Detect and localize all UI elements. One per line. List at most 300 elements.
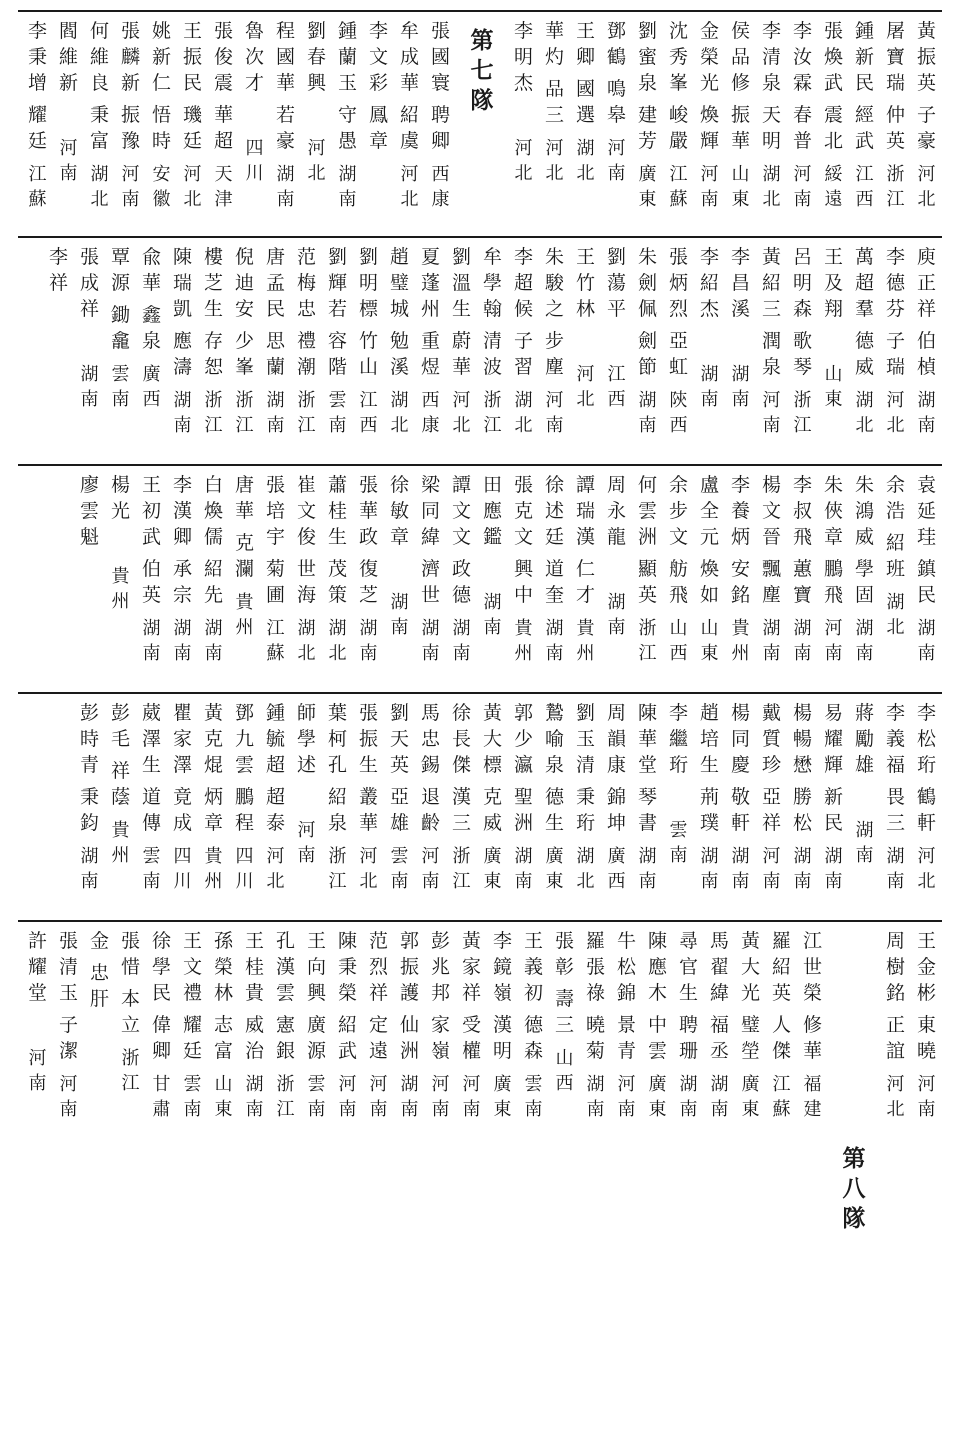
courtesy-group — [830, 328, 836, 354]
courtesy-group — [576, 556, 595, 608]
origin-char: 貴 — [111, 566, 130, 587]
roster-entry[interactable] — [74, 472, 105, 615]
name-char: 李 — [885, 246, 905, 268]
origin-char: 南 — [59, 163, 78, 184]
roster-entry[interactable] — [880, 700, 911, 894]
origin-char: 北 — [576, 163, 595, 184]
courtesy-char: 嶺 — [430, 1040, 450, 1062]
roster-entry[interactable] — [673, 928, 704, 1122]
roster-entry[interactable] — [384, 472, 415, 640]
name-char: 彩 — [368, 72, 388, 94]
roster-entry[interactable] — [477, 244, 508, 438]
courtesy-char: 茂 — [327, 558, 347, 580]
roster-entry[interactable] — [487, 928, 518, 1122]
courtesy-char: 亞 — [761, 786, 781, 808]
roster-entry[interactable] — [446, 700, 477, 894]
name-char: 應 — [647, 956, 667, 978]
courtesy-char: 先 — [203, 584, 223, 606]
courtesy-group — [86, 556, 92, 582]
roster-entry[interactable] — [818, 244, 849, 412]
roster-entry[interactable] — [642, 928, 673, 1122]
courtesy-char: 煥 — [699, 104, 719, 126]
name-char: 李 — [699, 246, 719, 268]
roster-entry[interactable] — [787, 244, 818, 438]
origin-group — [339, 162, 357, 212]
origin-char: 南 — [369, 1099, 388, 1120]
origin-char: 南 — [173, 643, 192, 664]
roster-entry[interactable] — [208, 928, 239, 1122]
roster-entry[interactable] — [632, 700, 663, 894]
name-char: 興 — [306, 72, 326, 94]
roster-entry[interactable] — [539, 244, 570, 438]
roster-entry[interactable] — [787, 700, 818, 894]
roster-entry[interactable] — [384, 700, 415, 894]
origin-char: 湖 — [700, 846, 719, 867]
roster-entry[interactable] — [136, 472, 167, 666]
roster-entry[interactable] — [508, 472, 539, 666]
roster-entry[interactable] — [198, 244, 229, 438]
name-char: 譚 — [451, 474, 471, 496]
roster-entry[interactable] — [105, 244, 136, 412]
name-char: 新 — [151, 46, 171, 68]
origin-group — [205, 388, 223, 438]
roster-entry[interactable] — [84, 18, 115, 212]
roster-entry[interactable] — [146, 928, 177, 1122]
roster-entry[interactable] — [229, 244, 260, 438]
name-char: 徐 — [451, 702, 471, 724]
courtesy-char: 劍 — [637, 330, 657, 352]
roster-entry[interactable] — [694, 472, 725, 666]
name-char: 步 — [668, 500, 688, 522]
name-char: 鶴 — [606, 46, 626, 68]
roster-entry[interactable] — [270, 18, 301, 212]
roster-entry[interactable] — [849, 472, 880, 666]
name-char: 孫 — [213, 930, 233, 952]
roster-entry[interactable] — [291, 700, 322, 868]
origin-char: 川 — [173, 871, 192, 892]
roster-entry[interactable] — [818, 18, 849, 212]
courtesy-char: 守 — [337, 104, 357, 126]
roster-entry[interactable] — [570, 472, 601, 666]
name-group — [111, 700, 130, 752]
roster-entry[interactable] — [911, 18, 942, 212]
roster-entry[interactable] — [797, 928, 828, 1122]
origin-group — [525, 1072, 543, 1122]
name-char: 生 — [678, 982, 698, 1004]
name-char: 袁 — [916, 474, 936, 496]
name-char: 泉 — [761, 72, 781, 94]
name-group — [824, 700, 843, 778]
block-divider — [18, 236, 942, 238]
roster-entry[interactable] — [508, 700, 539, 894]
courtesy-char: 興 — [513, 558, 533, 580]
courtesy-char: 華 — [213, 104, 233, 126]
roster-entry[interactable] — [725, 472, 756, 666]
courtesy-group — [421, 328, 440, 380]
origin-char: 湖 — [824, 846, 843, 867]
courtesy-char: 仙 — [399, 1014, 419, 1036]
courtesy-group — [824, 102, 843, 154]
courtesy-char: 廷 — [182, 130, 202, 152]
name-char: 州 — [420, 298, 440, 320]
courtesy-char: 道 — [141, 786, 161, 808]
courtesy-char: 潔 — [58, 1040, 78, 1062]
roster-entry[interactable] — [384, 244, 415, 438]
roster-entry[interactable] — [332, 18, 363, 212]
origin-char: 北 — [917, 871, 936, 892]
courtesy-group — [307, 1012, 326, 1064]
name-char: 養 — [730, 500, 750, 522]
roster-entry[interactable] — [22, 18, 53, 212]
roster-entry[interactable] — [518, 928, 549, 1122]
name-char: 紹 — [771, 956, 791, 978]
roster-entry[interactable] — [270, 928, 301, 1122]
name-char: 懋 — [792, 754, 812, 776]
origin-char: 北 — [576, 389, 595, 410]
courtesy-group — [607, 76, 626, 128]
roster-entry[interactable] — [332, 928, 363, 1122]
roster-entry[interactable] — [177, 18, 208, 212]
name-char: 雄 — [854, 754, 874, 776]
roster-entry[interactable] — [53, 928, 84, 1122]
blank-char — [97, 1020, 103, 1045]
courtesy-char: 家 — [430, 1014, 450, 1036]
roster-entry[interactable] — [601, 472, 632, 640]
roster-entry[interactable] — [611, 928, 642, 1122]
roster-entry[interactable] — [880, 472, 911, 640]
origin-group — [773, 1072, 791, 1122]
origin-group — [742, 1072, 760, 1122]
origin-group — [453, 388, 471, 438]
roster-entry[interactable] — [84, 928, 115, 1045]
roster-entry[interactable] — [601, 700, 632, 894]
roster-entry[interactable] — [601, 18, 632, 186]
roster-entry[interactable] — [229, 700, 260, 894]
name-group — [700, 700, 719, 778]
roster-entry[interactable] — [632, 244, 663, 438]
name-group — [359, 244, 378, 322]
roster-entry[interactable] — [694, 244, 725, 412]
courtesy-group — [204, 328, 223, 380]
roster-entry[interactable] — [198, 700, 229, 894]
origin-group — [391, 388, 409, 438]
name-char: 祥 — [79, 298, 99, 320]
roster-entry[interactable] — [322, 244, 353, 438]
roster-entry[interactable] — [756, 18, 787, 212]
name-group — [90, 928, 109, 954]
roster-entry[interactable] — [260, 700, 291, 894]
roster-entry[interactable] — [539, 472, 570, 666]
name-columns — [18, 18, 942, 212]
name-char: 鷙 — [544, 702, 564, 724]
roster-entry[interactable] — [425, 928, 456, 1122]
origin-char: 河 — [452, 390, 471, 411]
name-char: 木 — [647, 982, 667, 1004]
roster-entry[interactable] — [415, 700, 446, 894]
roster-entry[interactable] — [105, 700, 136, 868]
name-char: 毛 — [110, 728, 130, 750]
roster-entry[interactable] — [415, 244, 446, 438]
roster-entry[interactable] — [322, 472, 353, 666]
roster-entry[interactable] — [570, 244, 601, 412]
name-char: 松 — [616, 956, 636, 978]
roster-entry[interactable] — [136, 244, 167, 412]
name-char: 漢 — [172, 500, 192, 522]
name-char: 候 — [513, 298, 533, 320]
origin-char: 湖 — [204, 618, 223, 639]
name-char: 國 — [430, 46, 450, 68]
roster-entry[interactable] — [704, 928, 735, 1122]
courtesy-group — [793, 102, 812, 154]
name-char: 福 — [885, 754, 905, 776]
roster-entry[interactable] — [415, 472, 446, 666]
roster-entry[interactable] — [167, 244, 198, 438]
courtesy-group — [235, 530, 254, 582]
origin-char: 南 — [824, 643, 843, 664]
roster-entry[interactable] — [394, 18, 425, 212]
name-char: 忠 — [420, 728, 440, 750]
courtesy-group — [706, 328, 712, 354]
roster-entry[interactable] — [353, 244, 384, 438]
courtesy-group — [762, 328, 781, 380]
roster-entry[interactable] — [208, 18, 239, 212]
origin-char: 山 — [824, 364, 843, 385]
roster-block — [18, 236, 942, 438]
origin-char: 湖 — [855, 618, 874, 639]
courtesy-group — [545, 328, 564, 380]
roster-entry[interactable] — [322, 700, 353, 894]
courtesy-group — [737, 328, 743, 354]
roster-entry[interactable] — [880, 18, 911, 212]
roster-entry[interactable] — [177, 928, 208, 1122]
roster-entry[interactable] — [694, 700, 725, 894]
courtesy-char: 軒 — [730, 812, 750, 834]
roster-entry[interactable] — [539, 18, 570, 186]
courtesy-char: 禮 — [296, 330, 316, 352]
roster-entry[interactable] — [394, 928, 425, 1122]
roster-entry[interactable] — [167, 700, 198, 894]
roster-entry[interactable] — [239, 18, 270, 186]
name-group — [59, 928, 78, 1006]
origin-char: 湖 — [886, 592, 905, 613]
name-char: 鍾 — [265, 702, 285, 724]
origin-char: 西 — [607, 871, 626, 892]
roster-entry[interactable] — [766, 928, 797, 1122]
name-group — [917, 700, 936, 778]
roster-entry[interactable] — [115, 18, 146, 212]
blank-char — [396, 556, 402, 582]
name-char: 覃 — [110, 246, 130, 268]
roster-entry[interactable] — [477, 472, 508, 640]
roster-entry[interactable] — [818, 472, 849, 666]
courtesy-char: 山 — [358, 356, 378, 378]
courtesy-char: 權 — [461, 1040, 481, 1062]
origin-char: 南 — [431, 1099, 450, 1120]
name-char: 鍾 — [337, 20, 357, 42]
courtesy-char: 存 — [203, 330, 223, 352]
origin-char: 南 — [266, 415, 285, 436]
roster-entry[interactable] — [735, 928, 766, 1122]
name-char: 維 — [89, 46, 109, 68]
name-char: 民 — [182, 72, 202, 94]
name-char: 森 — [792, 298, 812, 320]
name-char: 俊 — [296, 526, 316, 548]
courtesy-group — [489, 556, 495, 582]
name-char: 天 — [389, 728, 409, 750]
origin-char: 南 — [607, 163, 626, 184]
roster-entry[interactable] — [632, 18, 663, 212]
roster-entry[interactable] — [756, 472, 787, 666]
roster-entry[interactable] — [849, 18, 880, 212]
origin-group — [298, 616, 316, 666]
name-group — [731, 700, 750, 778]
roster-entry[interactable] — [105, 472, 136, 614]
roster-entry[interactable] — [239, 928, 270, 1122]
name-char: 標 — [358, 298, 378, 320]
roster-entry[interactable] — [353, 700, 384, 894]
roster-entry[interactable] — [74, 244, 105, 412]
roster-entry[interactable] — [291, 472, 322, 666]
roster-entry[interactable] — [601, 244, 632, 412]
courtesy-char: 錦 — [606, 786, 626, 808]
roster-entry[interactable] — [818, 700, 849, 894]
courtesy-group — [328, 784, 347, 836]
roster-entry[interactable] — [43, 244, 74, 361]
roster-entry[interactable] — [849, 244, 880, 438]
name-group — [741, 928, 760, 1006]
roster-entry[interactable] — [632, 472, 663, 666]
roster-entry[interactable] — [456, 928, 487, 1122]
roster-entry[interactable] — [477, 700, 508, 894]
roster-entry[interactable] — [549, 928, 580, 1096]
roster-entry[interactable] — [694, 18, 725, 212]
roster-entry[interactable] — [198, 472, 229, 666]
origin-char: 貴 — [514, 618, 533, 639]
roster-entry[interactable] — [74, 700, 105, 894]
origin-char: 北 — [886, 1099, 905, 1120]
name-group — [173, 472, 192, 550]
name-char: 牟 — [482, 246, 502, 268]
roster-entry[interactable] — [167, 472, 198, 666]
roster-entry[interactable] — [570, 700, 601, 894]
roster-entry[interactable] — [725, 18, 756, 212]
roster-entry[interactable] — [880, 928, 911, 1122]
roster-entry[interactable] — [787, 18, 818, 212]
name-char: 榮 — [213, 956, 233, 978]
roster-entry[interactable] — [570, 18, 601, 186]
name-char: 秉 — [337, 956, 357, 978]
roster-entry[interactable] — [508, 18, 539, 186]
courtesy-group — [886, 102, 905, 154]
courtesy-char: 中 — [647, 1014, 667, 1036]
roster-entry[interactable] — [363, 18, 394, 187]
roster-entry[interactable] — [425, 18, 456, 212]
courtesy-char: 伯 — [141, 558, 161, 580]
name-char: 魁 — [79, 526, 99, 548]
name-group — [545, 18, 564, 70]
roster-entry[interactable] — [291, 244, 322, 438]
name-char: 屠 — [885, 20, 905, 42]
courtesy-group — [613, 556, 619, 582]
roster-entry[interactable] — [911, 700, 942, 894]
roster-entry[interactable] — [539, 700, 570, 894]
roster-entry[interactable] — [663, 700, 694, 868]
courtesy-char: 東 — [916, 1014, 936, 1036]
roster-entry[interactable] — [787, 472, 818, 666]
origin-char: 浙 — [638, 618, 657, 639]
roster-entry[interactable] — [301, 928, 332, 1122]
name-group — [700, 472, 719, 550]
courtesy-group — [421, 784, 440, 836]
roster-entry[interactable] — [260, 244, 291, 438]
name-char: 新 — [58, 72, 78, 94]
courtesy-char: 銘 — [730, 584, 750, 606]
roster-entry[interactable] — [849, 700, 880, 868]
name-char: 暢 — [792, 728, 812, 750]
courtesy-char: 芝 — [358, 584, 378, 606]
roster-entry[interactable] — [146, 18, 177, 212]
origin-char: 湖 — [338, 164, 357, 185]
courtesy-char: 雄 — [389, 812, 409, 834]
roster-entry[interactable] — [229, 472, 260, 640]
name-char: 平 — [606, 298, 626, 320]
roster-entry[interactable] — [880, 244, 911, 438]
name-char: 耀 — [27, 956, 47, 978]
roster-entry[interactable] — [911, 244, 942, 438]
courtesy-group — [514, 784, 533, 836]
origin-char: 南 — [793, 189, 812, 210]
origin-char: 南 — [710, 1099, 729, 1120]
courtesy-char: 紹 — [399, 104, 419, 126]
roster-entry[interactable] — [725, 700, 756, 894]
roster-entry[interactable] — [663, 472, 694, 666]
origin-char: 河 — [359, 846, 378, 867]
roster-entry[interactable] — [53, 18, 84, 186]
roster-entry[interactable] — [260, 472, 291, 666]
name-group — [772, 928, 791, 1006]
origin-char: 南 — [462, 1099, 481, 1120]
roster-entry[interactable] — [756, 244, 787, 438]
origin-char: 州 — [514, 643, 533, 664]
name-char: 朱 — [854, 474, 874, 496]
roster-entry[interactable] — [663, 18, 694, 212]
roster-entry[interactable] — [725, 244, 756, 412]
roster-blocks — [18, 10, 942, 1234]
courtesy-group — [121, 986, 140, 1038]
roster-entry[interactable] — [363, 928, 394, 1122]
courtesy-char: 歌 — [792, 330, 812, 352]
roster-entry[interactable] — [22, 928, 53, 1096]
roster-entry[interactable] — [446, 244, 477, 438]
roster-entry[interactable] — [353, 472, 384, 666]
origin-char: 南 — [545, 415, 564, 436]
roster-entry[interactable] — [580, 928, 611, 1122]
origin-char: 南 — [80, 871, 99, 892]
name-char: 李 — [885, 702, 905, 724]
roster-entry[interactable] — [301, 18, 332, 186]
roster-entry[interactable] — [663, 244, 694, 438]
name-char: 昌 — [730, 272, 750, 294]
roster-entry[interactable] — [756, 700, 787, 894]
roster-entry[interactable] — [136, 700, 167, 894]
roster-entry[interactable] — [911, 472, 942, 666]
roster-entry[interactable] — [508, 244, 539, 438]
roster-entry[interactable] — [115, 928, 146, 1096]
origin-group — [360, 616, 378, 666]
roster-entry[interactable] — [911, 928, 942, 1122]
courtesy-char: 傑 — [771, 1040, 791, 1062]
roster-entry[interactable] — [446, 472, 477, 666]
